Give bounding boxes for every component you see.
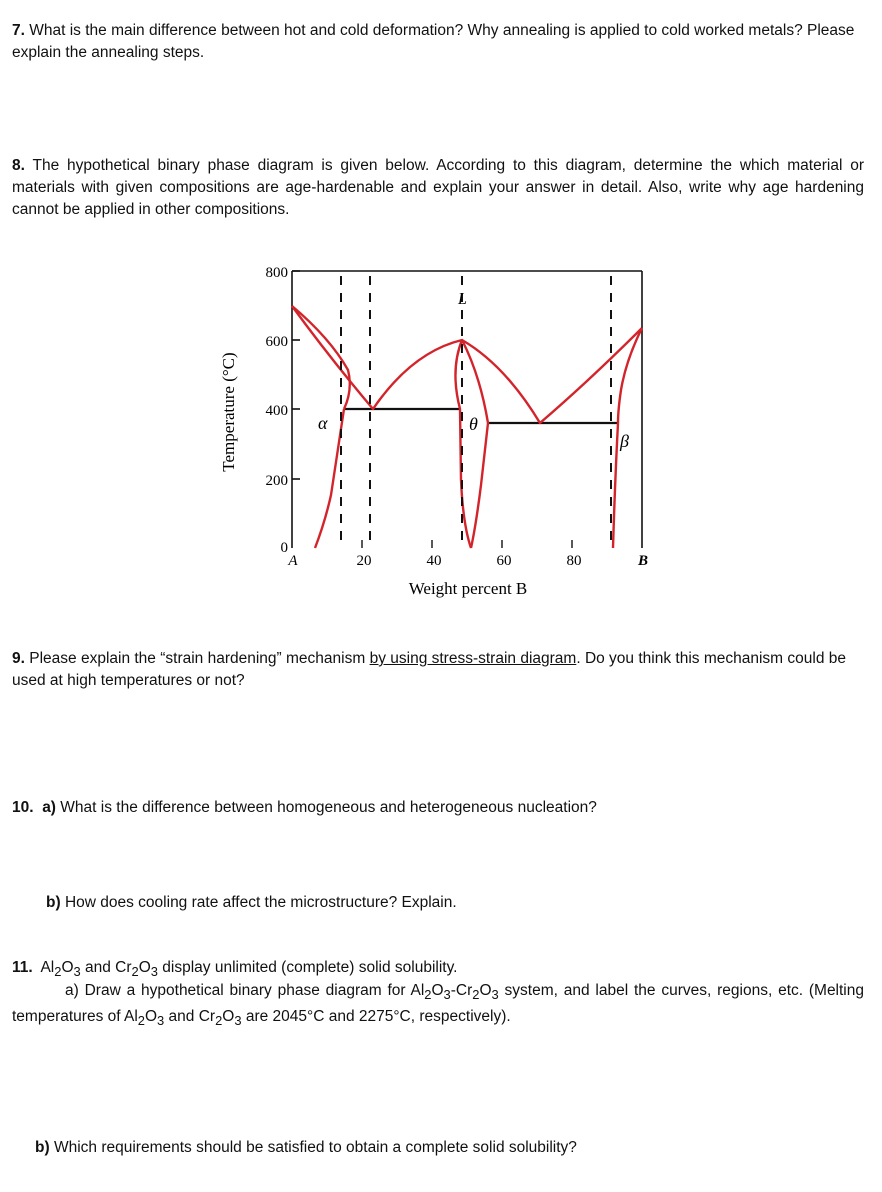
x-tick-label: 40 bbox=[426, 553, 442, 569]
x-tick-label: 60 bbox=[496, 553, 512, 569]
y-tick-label: 400 bbox=[265, 403, 288, 419]
x-ticks bbox=[362, 540, 572, 548]
beta-solvus-curve bbox=[613, 423, 618, 548]
eutectic-isotherms bbox=[344, 409, 618, 423]
question-11a bbox=[12, 980, 864, 1032]
theta-right-boundary bbox=[462, 340, 488, 548]
question-9 bbox=[12, 648, 864, 692]
beta-solidus-curve bbox=[618, 328, 642, 423]
phase-label-alpha: α bbox=[318, 413, 328, 433]
subscript: 3 bbox=[491, 987, 499, 1003]
question-text: What is the difference between homogeneous and heterogeneous nucleation? bbox=[60, 799, 597, 816]
subscript: 2 bbox=[137, 1013, 145, 1029]
phase-label-liquid: L bbox=[458, 291, 467, 308]
text-run: O bbox=[144, 1008, 158, 1026]
question-number: 9. bbox=[12, 650, 25, 667]
question-text: What is the main difference between hot and cold deformation? Why annealing is applied to cold worked metals? Please explain the annealing steps. bbox=[12, 22, 855, 61]
x-tick-labels bbox=[287, 553, 648, 569]
subscript: 2 bbox=[472, 987, 480, 1003]
text-run: O bbox=[431, 982, 444, 999]
text-run: O bbox=[61, 959, 74, 976]
subscript: 2 bbox=[131, 964, 139, 980]
subscript: 3 bbox=[150, 964, 158, 980]
question-11b bbox=[35, 1137, 835, 1159]
question-number: 10. bbox=[12, 799, 34, 816]
x-axis-label: Weight percent B bbox=[408, 579, 528, 598]
part-label: b) bbox=[35, 1139, 50, 1156]
question-8 bbox=[12, 155, 864, 221]
text-run: O bbox=[479, 982, 492, 999]
y-tick-label: 0 bbox=[280, 540, 288, 556]
text-run: O bbox=[138, 959, 151, 976]
alpha-solidus-curve bbox=[292, 306, 350, 409]
question-text-end: . Do you think this mechanism could be used at high temperatures or not? bbox=[12, 650, 846, 689]
y-tick-label: 800 bbox=[265, 265, 288, 281]
x-end-label-B: B bbox=[637, 553, 649, 569]
question-text: Which requirements should be satisfied to obtain a complete solid solubility? bbox=[53, 1139, 577, 1156]
text-run: and Cr bbox=[164, 1008, 216, 1026]
x-tick-label: 80 bbox=[566, 553, 582, 569]
text-run: and Cr bbox=[80, 959, 132, 976]
text-run: -Cr bbox=[450, 982, 473, 999]
x-end-label-A: A bbox=[288, 553, 298, 569]
y-ticks bbox=[292, 271, 300, 479]
y-tick-label: 200 bbox=[265, 473, 288, 489]
text-run: Al bbox=[40, 959, 55, 976]
question-number: 7. bbox=[12, 22, 25, 39]
part-label: b) bbox=[46, 894, 61, 911]
text-run: a) Draw a hypothetical binary phase diagram for Al bbox=[65, 982, 425, 999]
phase-label-theta: θ bbox=[469, 414, 478, 434]
text-run: display unlimited (complete) solid solubility. bbox=[157, 959, 458, 976]
subscript: 3 bbox=[234, 1013, 242, 1029]
question-text: How does cooling rate affect the microstructure? Explain. bbox=[64, 894, 457, 911]
text-run: O bbox=[222, 1008, 235, 1026]
question-text: The hypothetical binary phase diagram is given below. According to this diagram, determine the which material or materials with given compositions are age-hardenable and explain your answer in detail. Also, write why age hardening cannot be applied in other compositions. bbox=[12, 157, 864, 218]
question-10b bbox=[46, 892, 846, 914]
subscript: 2 bbox=[215, 1013, 223, 1029]
question-10a bbox=[12, 797, 864, 819]
x-tick-label: 20 bbox=[356, 553, 372, 569]
subscript: 2 bbox=[54, 964, 62, 980]
subscript: 2 bbox=[424, 987, 432, 1003]
theta-left-boundary bbox=[455, 340, 471, 548]
underlined-phrase: by using stress-strain diagram bbox=[369, 650, 577, 667]
text-run: system, and label the curves, regions, etc. (Melting temperatures of Al bbox=[12, 982, 864, 1026]
question-number: 11. bbox=[12, 959, 33, 976]
y-tick-label: 600 bbox=[265, 334, 288, 350]
subscript: 3 bbox=[443, 987, 451, 1003]
question-text: Please explain the “strain hardening” mechanism bbox=[29, 650, 370, 667]
phase-label-beta: β bbox=[620, 431, 629, 451]
phase-boundaries bbox=[292, 306, 642, 548]
text-run: are 2045°C and 2275°C, respectively). bbox=[241, 1008, 511, 1026]
phase-diagram-figure bbox=[0, 240, 882, 620]
subscript: 3 bbox=[73, 964, 81, 980]
question-7 bbox=[12, 20, 864, 64]
subscript: 3 bbox=[157, 1013, 165, 1029]
y-tick-labels bbox=[266, 265, 289, 556]
question-number: 8. bbox=[12, 157, 25, 174]
y-axis-label: Temperature (°C) bbox=[219, 352, 238, 472]
part-label: a) bbox=[42, 799, 56, 816]
